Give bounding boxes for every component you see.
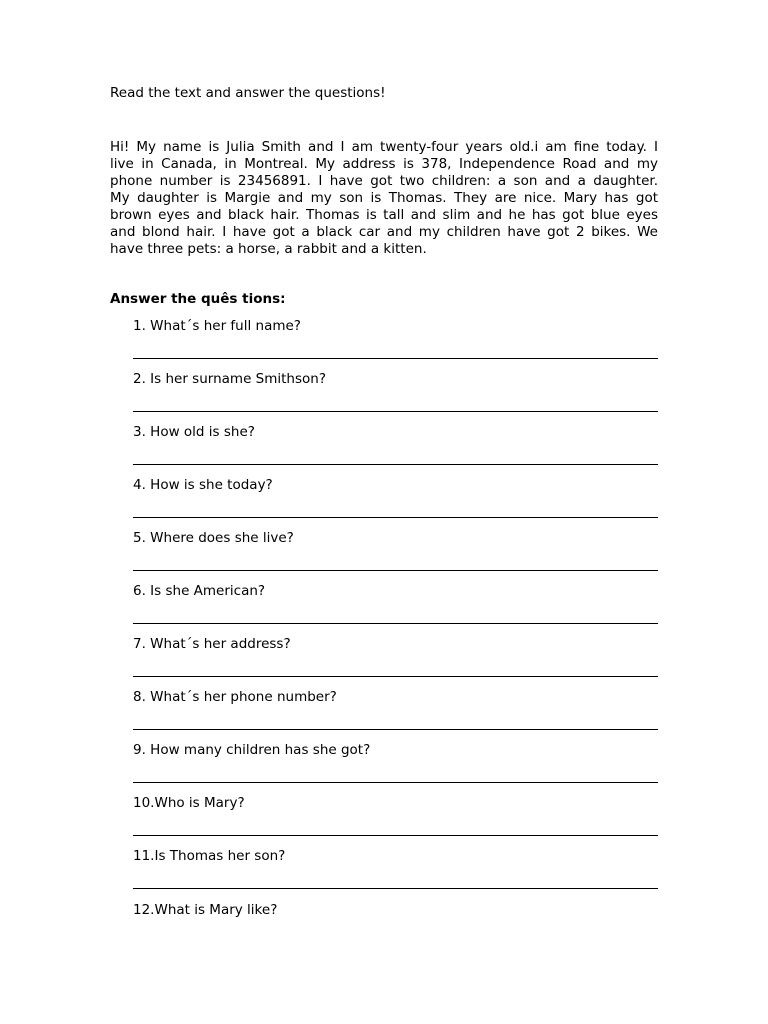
- passage-line: Hi! My name is Julia Smith and I am twenty-four years old.i am fine today. I: [110, 139, 658, 155]
- answer-line-7[interactable]: [133, 676, 658, 677]
- passage-line: and blond hair. I have got a black car and my children have got 2 bikes. We: [110, 224, 658, 240]
- answer-line-6[interactable]: [133, 623, 658, 624]
- question-3: 3. How old is she?: [133, 424, 255, 440]
- passage-line: have three pets: a horse, a rabbit and a kitten.: [110, 241, 427, 257]
- passage-line: phone number is 23456891. I have got two children: a son and a daughter.: [110, 173, 658, 189]
- passage-line: My daughter is Margie and my son is Thomas. They are nice. Mary has got: [110, 190, 658, 206]
- question-7: 7. What´s her address?: [133, 636, 291, 652]
- question-9: 9. How many children has she got?: [133, 742, 371, 758]
- question-11: 11.Is Thomas her son?: [133, 848, 286, 864]
- reading-passage: [110, 139, 658, 258]
- question-6: 6. Is she American?: [133, 583, 266, 599]
- question-12: 12.What is Mary like?: [133, 902, 278, 918]
- question-4: 4. How is she today?: [133, 477, 273, 493]
- answer-line-5[interactable]: [133, 570, 658, 571]
- answer-line-9[interactable]: [133, 782, 658, 783]
- answer-line-10[interactable]: [133, 835, 658, 836]
- question-1: 1. What´s her full name?: [133, 318, 301, 334]
- question-5: 5. Where does she live?: [133, 530, 294, 546]
- questions-heading: Answer the quês tions:: [110, 291, 286, 307]
- answer-line-4[interactable]: [133, 517, 658, 518]
- question-2: 2. Is her surname Smithson?: [133, 371, 326, 387]
- answer-line-8[interactable]: [133, 729, 658, 730]
- answer-line-11[interactable]: [133, 888, 658, 889]
- answer-line-1[interactable]: [133, 358, 658, 359]
- answer-line-2[interactable]: [133, 411, 658, 412]
- answer-line-3[interactable]: [133, 464, 658, 465]
- passage-line: brown eyes and black hair. Thomas is tall and slim and he has got blue eyes: [110, 207, 658, 223]
- instruction-text: Read the text and answer the questions!: [110, 85, 386, 101]
- question-10: 10.Who is Mary?: [133, 795, 245, 811]
- question-8: 8. What´s her phone number?: [133, 689, 337, 705]
- passage-line: live in Canada, in Montreal. My address is 378, Independence Road and my: [110, 156, 658, 172]
